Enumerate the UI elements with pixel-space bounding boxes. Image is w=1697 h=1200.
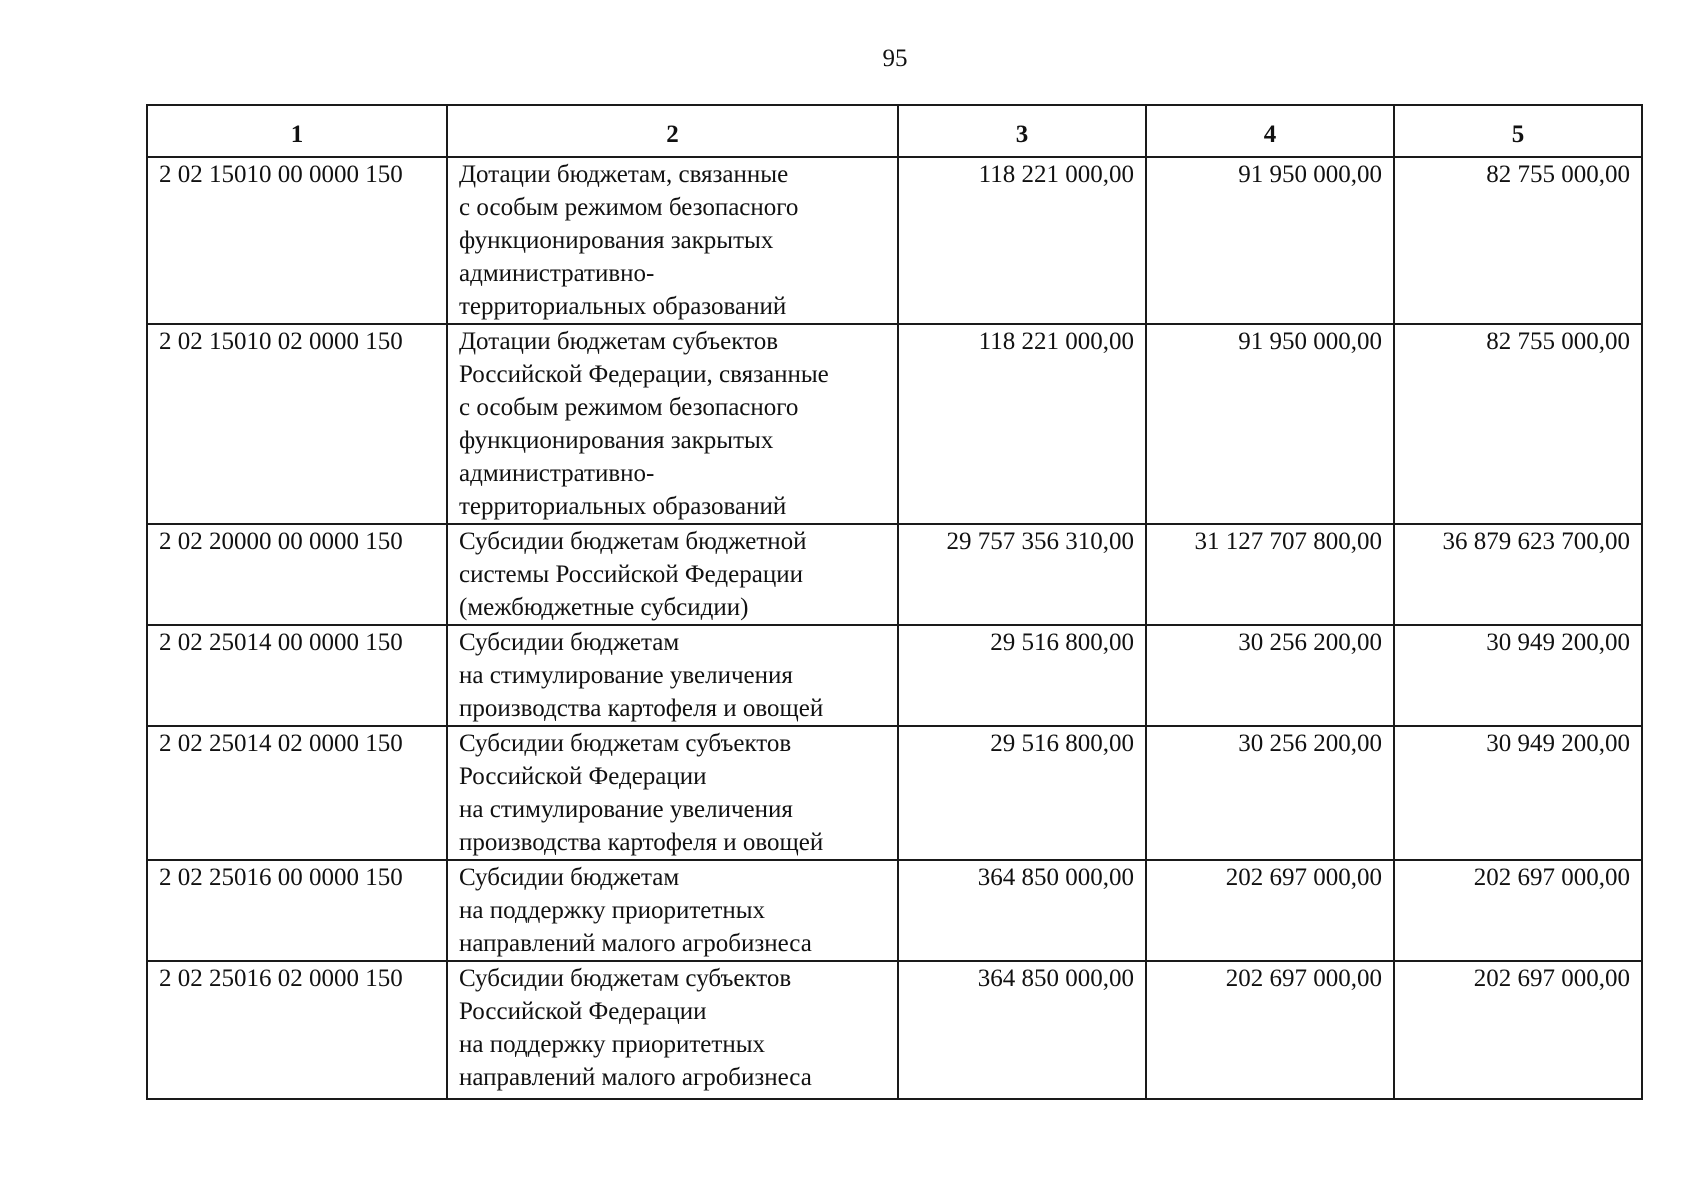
amount-col3: 29 757 356 310,00	[898, 524, 1146, 625]
income-name-line: Российской Федерации, связанные	[459, 361, 829, 388]
amount-col3: 364 850 000,00	[898, 961, 1146, 1099]
income-name	[447, 524, 898, 625]
income-name-line: административно-	[459, 460, 655, 487]
amount-col5: 36 879 623 700,00	[1394, 524, 1642, 625]
table-row	[147, 324, 1642, 524]
amount-col4: 202 697 000,00	[1146, 860, 1394, 961]
income-name-line: Субсидии бюджетам	[459, 629, 680, 656]
income-name-line: системы Российской Федерации	[459, 561, 803, 588]
income-name-line: территориальных образований	[459, 293, 787, 320]
income-name-line: (межбюджетные субсидии)	[459, 594, 749, 621]
column-header: 5	[1394, 105, 1642, 157]
amount-col5: 30 949 200,00	[1394, 625, 1642, 726]
table-row	[147, 524, 1642, 625]
table-row	[147, 726, 1642, 860]
income-code: 2 02 15010 02 0000 150	[147, 324, 447, 524]
amount-col5: 82 755 000,00	[1394, 157, 1642, 324]
income-name	[447, 961, 898, 1099]
table-row	[147, 625, 1642, 726]
amount-col4: 202 697 000,00	[1146, 961, 1394, 1099]
table-row	[147, 157, 1642, 324]
amount-col4: 30 256 200,00	[1146, 625, 1394, 726]
income-name-line: функционирования закрытых	[459, 227, 774, 254]
income-code: 2 02 25016 02 0000 150	[147, 961, 447, 1099]
income-name	[447, 324, 898, 524]
income-name-line: Субсидии бюджетам бюджетной	[459, 528, 807, 555]
income-name-line: Российской Федерации	[459, 998, 707, 1025]
amount-col3: 29 516 800,00	[898, 726, 1146, 860]
income-name-line: с особым режимом безопасного	[459, 194, 799, 221]
income-name-line: на стимулирование увеличения	[459, 796, 793, 823]
amount-col4: 91 950 000,00	[1146, 157, 1394, 324]
income-name	[447, 726, 898, 860]
income-name	[447, 157, 898, 324]
amount-col4: 31 127 707 800,00	[1146, 524, 1394, 625]
income-name-line: функционирования закрытых	[459, 427, 774, 454]
income-name-line: направлений малого агробизнеса	[459, 1064, 812, 1091]
amount-col3: 118 221 000,00	[898, 324, 1146, 524]
income-code: 2 02 25014 00 0000 150	[147, 625, 447, 726]
income-code: 2 02 25014 02 0000 150	[147, 726, 447, 860]
income-name-line: административно-	[459, 260, 655, 287]
column-header: 2	[447, 105, 898, 157]
table-row	[147, 961, 1642, 1099]
income-name-line: Дотации бюджетам субъектов	[459, 328, 778, 355]
page-number: 95	[882, 45, 908, 72]
income-code: 2 02 25016 00 0000 150	[147, 860, 447, 961]
income-name-line: Субсидии бюджетам субъектов	[459, 965, 792, 992]
column-header: 4	[1146, 105, 1394, 157]
amount-col5: 202 697 000,00	[1394, 860, 1642, 961]
amount-col5: 82 755 000,00	[1394, 324, 1642, 524]
budget-table	[146, 104, 1643, 1100]
amount-col4: 91 950 000,00	[1146, 324, 1394, 524]
income-name-line: с особым режимом безопасного	[459, 394, 799, 421]
amount-col5: 30 949 200,00	[1394, 726, 1642, 860]
amount-col5: 202 697 000,00	[1394, 961, 1642, 1099]
income-name-line: на поддержку приоритетных	[459, 1031, 765, 1058]
amount-col3: 118 221 000,00	[898, 157, 1146, 324]
amount-col4: 30 256 200,00	[1146, 726, 1394, 860]
income-name-line: территориальных образований	[459, 493, 787, 520]
table-header-row	[147, 105, 1642, 157]
amount-col3: 364 850 000,00	[898, 860, 1146, 961]
income-name-line: производства картофеля и овощей	[459, 695, 824, 722]
income-code: 2 02 15010 00 0000 150	[147, 157, 447, 324]
amount-col3: 29 516 800,00	[898, 625, 1146, 726]
income-name-line: Дотации бюджетам, связанные	[459, 161, 789, 188]
table-row	[147, 860, 1642, 961]
income-name-line: на поддержку приоритетных	[459, 897, 765, 924]
income-name-line: Субсидии бюджетам субъектов	[459, 730, 792, 757]
income-name	[447, 860, 898, 961]
income-name	[447, 625, 898, 726]
income-name-line: направлений малого агробизнеса	[459, 930, 812, 957]
income-name-line: на стимулирование увеличения	[459, 662, 793, 689]
income-code: 2 02 20000 00 0000 150	[147, 524, 447, 625]
column-header: 3	[898, 105, 1146, 157]
income-name-line: Субсидии бюджетам	[459, 864, 680, 891]
column-header: 1	[147, 105, 447, 157]
income-name-line: производства картофеля и овощей	[459, 829, 824, 856]
income-name-line: Российской Федерации	[459, 763, 707, 790]
